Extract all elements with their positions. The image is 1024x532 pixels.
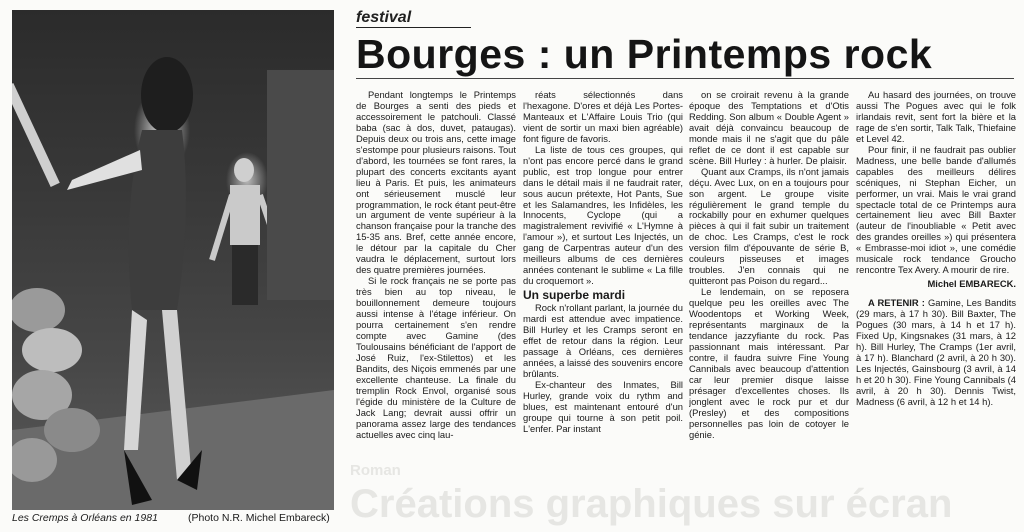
author-signature: Michel EMBARECK. — [927, 278, 1016, 290]
headline-rule — [356, 78, 1014, 79]
performer-illustration — [12, 10, 334, 510]
section-kicker: festival — [356, 9, 471, 28]
column-2 — [523, 90, 683, 440]
paragraph: Rock n'rollant parlant, la journée du mardi est attendue avec impatience. Bill Hurley et les Cramps seront en effet de retour dans la région. Leur passage à Orléans, ces dernières années, a laissé des souvenirs encore brûlants. — [523, 302, 683, 379]
subheading: Un superbe mardi — [523, 288, 626, 303]
paragraph: on se croirait revenu à la grande époque des Temptations et d'Otis Redding. Son album « Double Agent » avait déjà convaincu beaucoup de monde mais il ne s'agit que du pâle reflet de ce dont il est capable sur scène. Bill Hurley : à hurler. De plaisir. — [689, 90, 849, 166]
column-1 — [356, 90, 516, 440]
paragraph: Si le rock français ne se porte pas très bien au top niveau, le bouillonnement demeure toujours aussi intense à l'étage inférieur. On pourra certainement s'en rendre compte avec Gamine (des Toulousains bénéficiant de l'apport de José Ruiz, l'ex-Stilettos) et les Bandits, des Niçois emmenés par une excellente chanteuse. La finale du tremplin Rock Envol, organisé sous l'égide du ministère de la Culture de Jack Lang; devrait aussi offrir un panorama assez large des tendances actuelles avec cinq lau- — [356, 275, 516, 440]
photo-caption — [12, 512, 342, 524]
concert-photo — [12, 10, 334, 510]
listing-box — [856, 298, 1016, 408]
headline: Bourges : un Printemps rock — [356, 31, 933, 77]
listing-text: Gamine, Les Bandits (29 mars, à 17 h 30). Bill Baxter, The Pogues (30 mars, à 14 h et 17 h). Fixed Up, Kingsnakes (31 mars, à 12 h). Bill Hurley, The Cramps (1er avril, à 17 h). Blanchard (2 avril, à 20 h 30). Les Injectés, Gainsbourg (3 avril, à 14 h et 20 h 30). Fine Young Cannibals (4 avril, à 20 h 30). Dennis Twist, Madness (6 avril, à 12 h et 14 h). — [856, 297, 1016, 407]
paragraph: Au hasard des journées, on trouve aussi The Pogues avec qui le folk irlandais revit, sent fort la bière et la rage de s'en sortir, Talk Talk, Thiefaine et Level 42. — [856, 90, 1016, 144]
caption-text: Les Cremps à Orléans en 1981 — [12, 512, 158, 524]
next-article-bleed — [350, 462, 1020, 532]
paragraph: La liste de tous ces groupes, qui n'ont pas encore percé dans le grand public, est trop longue pour entrer dans le détail mais il ne faudrait rater, sous aucun prétexte, Hot Pants, Sue et les Salamandres, les Infidèles, les Innocents, Cyclope (qui a magistralement revivifié « L'Hymne à l'amour »), et surtout Les Injectés, un gang de Carpentras auteur d'un des meilleurs albums de ces dernières années contenant le sublime « La fille du croquemort ». — [523, 143, 683, 287]
paragraph: Le lendemain, on se reposera quelque peu les oreilles avec The Woodentops et Working Week, représentants marginaux de la tendance jazzyfiante du rock. Pas passionnant mais intéressant. Par contre, il faudra suivre Fine Young Cannibals avec beaucoup d'attention car leur premier disque laisse présager d'excellentes choses. Ils jonglent avec le rock pur et dur (Presley) et des compositions personnelles pas loin de cotoyer le génie. — [689, 286, 849, 440]
bleed-headline: Créations graphiques sur écran — [350, 482, 953, 526]
paragraph: Pour finir, il ne faudrait pas oublier Madness, une belle bande d'allumés capables des meilleurs délires scéniques, ni Stephan Eicher, un performer, un vrai. Mais le vrai grand spectacle total de ce Printemps aura certainement lieu avec Bill Baxter (auteur de l'inoubliable « Petit avec des grandes oreilles ») qui présentera « Embrasse-moi idiot », une comédie musicale rock tendance Groucho rencontre Tex Avery. A mourir de rire. — [856, 143, 1016, 276]
column-3 — [689, 90, 849, 440]
paragraph: Pendant longtemps le Printemps de Bourges a senti des pieds et accessoirement le patchouli. Classé baba (sac à dos, duvet, pataugas). Depuis deux ou trois ans, cette image s'estompe pour plusieurs raisons. Tout d'abord, les tournées se font rares, la plupart des concerts excitants ayant lieu à Paris. Et puis, les animateurs ont sérieusement musclé leur programmation, le rock étant peut-être un argument de vente supérieur à la chanson française pour la tranche des 15-35 ans. Bref, cette année encore, le détour par la capitale du Cher vaudra le déplacement, surtout lors des quatre premières journées. — [356, 90, 516, 276]
paragraph: réats sélectionnés dans l'hexagone. D'ores et déjà Les Portes-Manteaux et L'Affaire Louis Trio (qui vient de sortir un maxi bien agréable) font figure de favoris. — [523, 90, 683, 144]
photo-credit: (Photo N.R. Michel Embareck) — [188, 512, 330, 524]
bleed-kicker: Roman — [350, 462, 401, 479]
column-4 — [856, 90, 1016, 440]
paragraph: Quant aux Cramps, ils n'ont jamais déçu. Avec Lux, on en a toujours pour son argent. Le groupe visite régulièrement le grand temple du rockabilly pour en exhumer quelques pièces à qui il fait subir un traitement de choc. Les Cramps, c'est le rock version film d'épouvante de série B, couleurs pisseuses et images troubles. J'en connais qui ne quitteront pas Poison du regard... — [689, 165, 849, 287]
listing-label: A RETENIR : — [868, 297, 925, 309]
paragraph: Ex-chanteur des Inmates, Bill Hurley, grande voix du rythm and blues, est maintenant entouré d'un groupe qui tourne à son petit poil. L'enfer. Par instant — [523, 378, 683, 434]
